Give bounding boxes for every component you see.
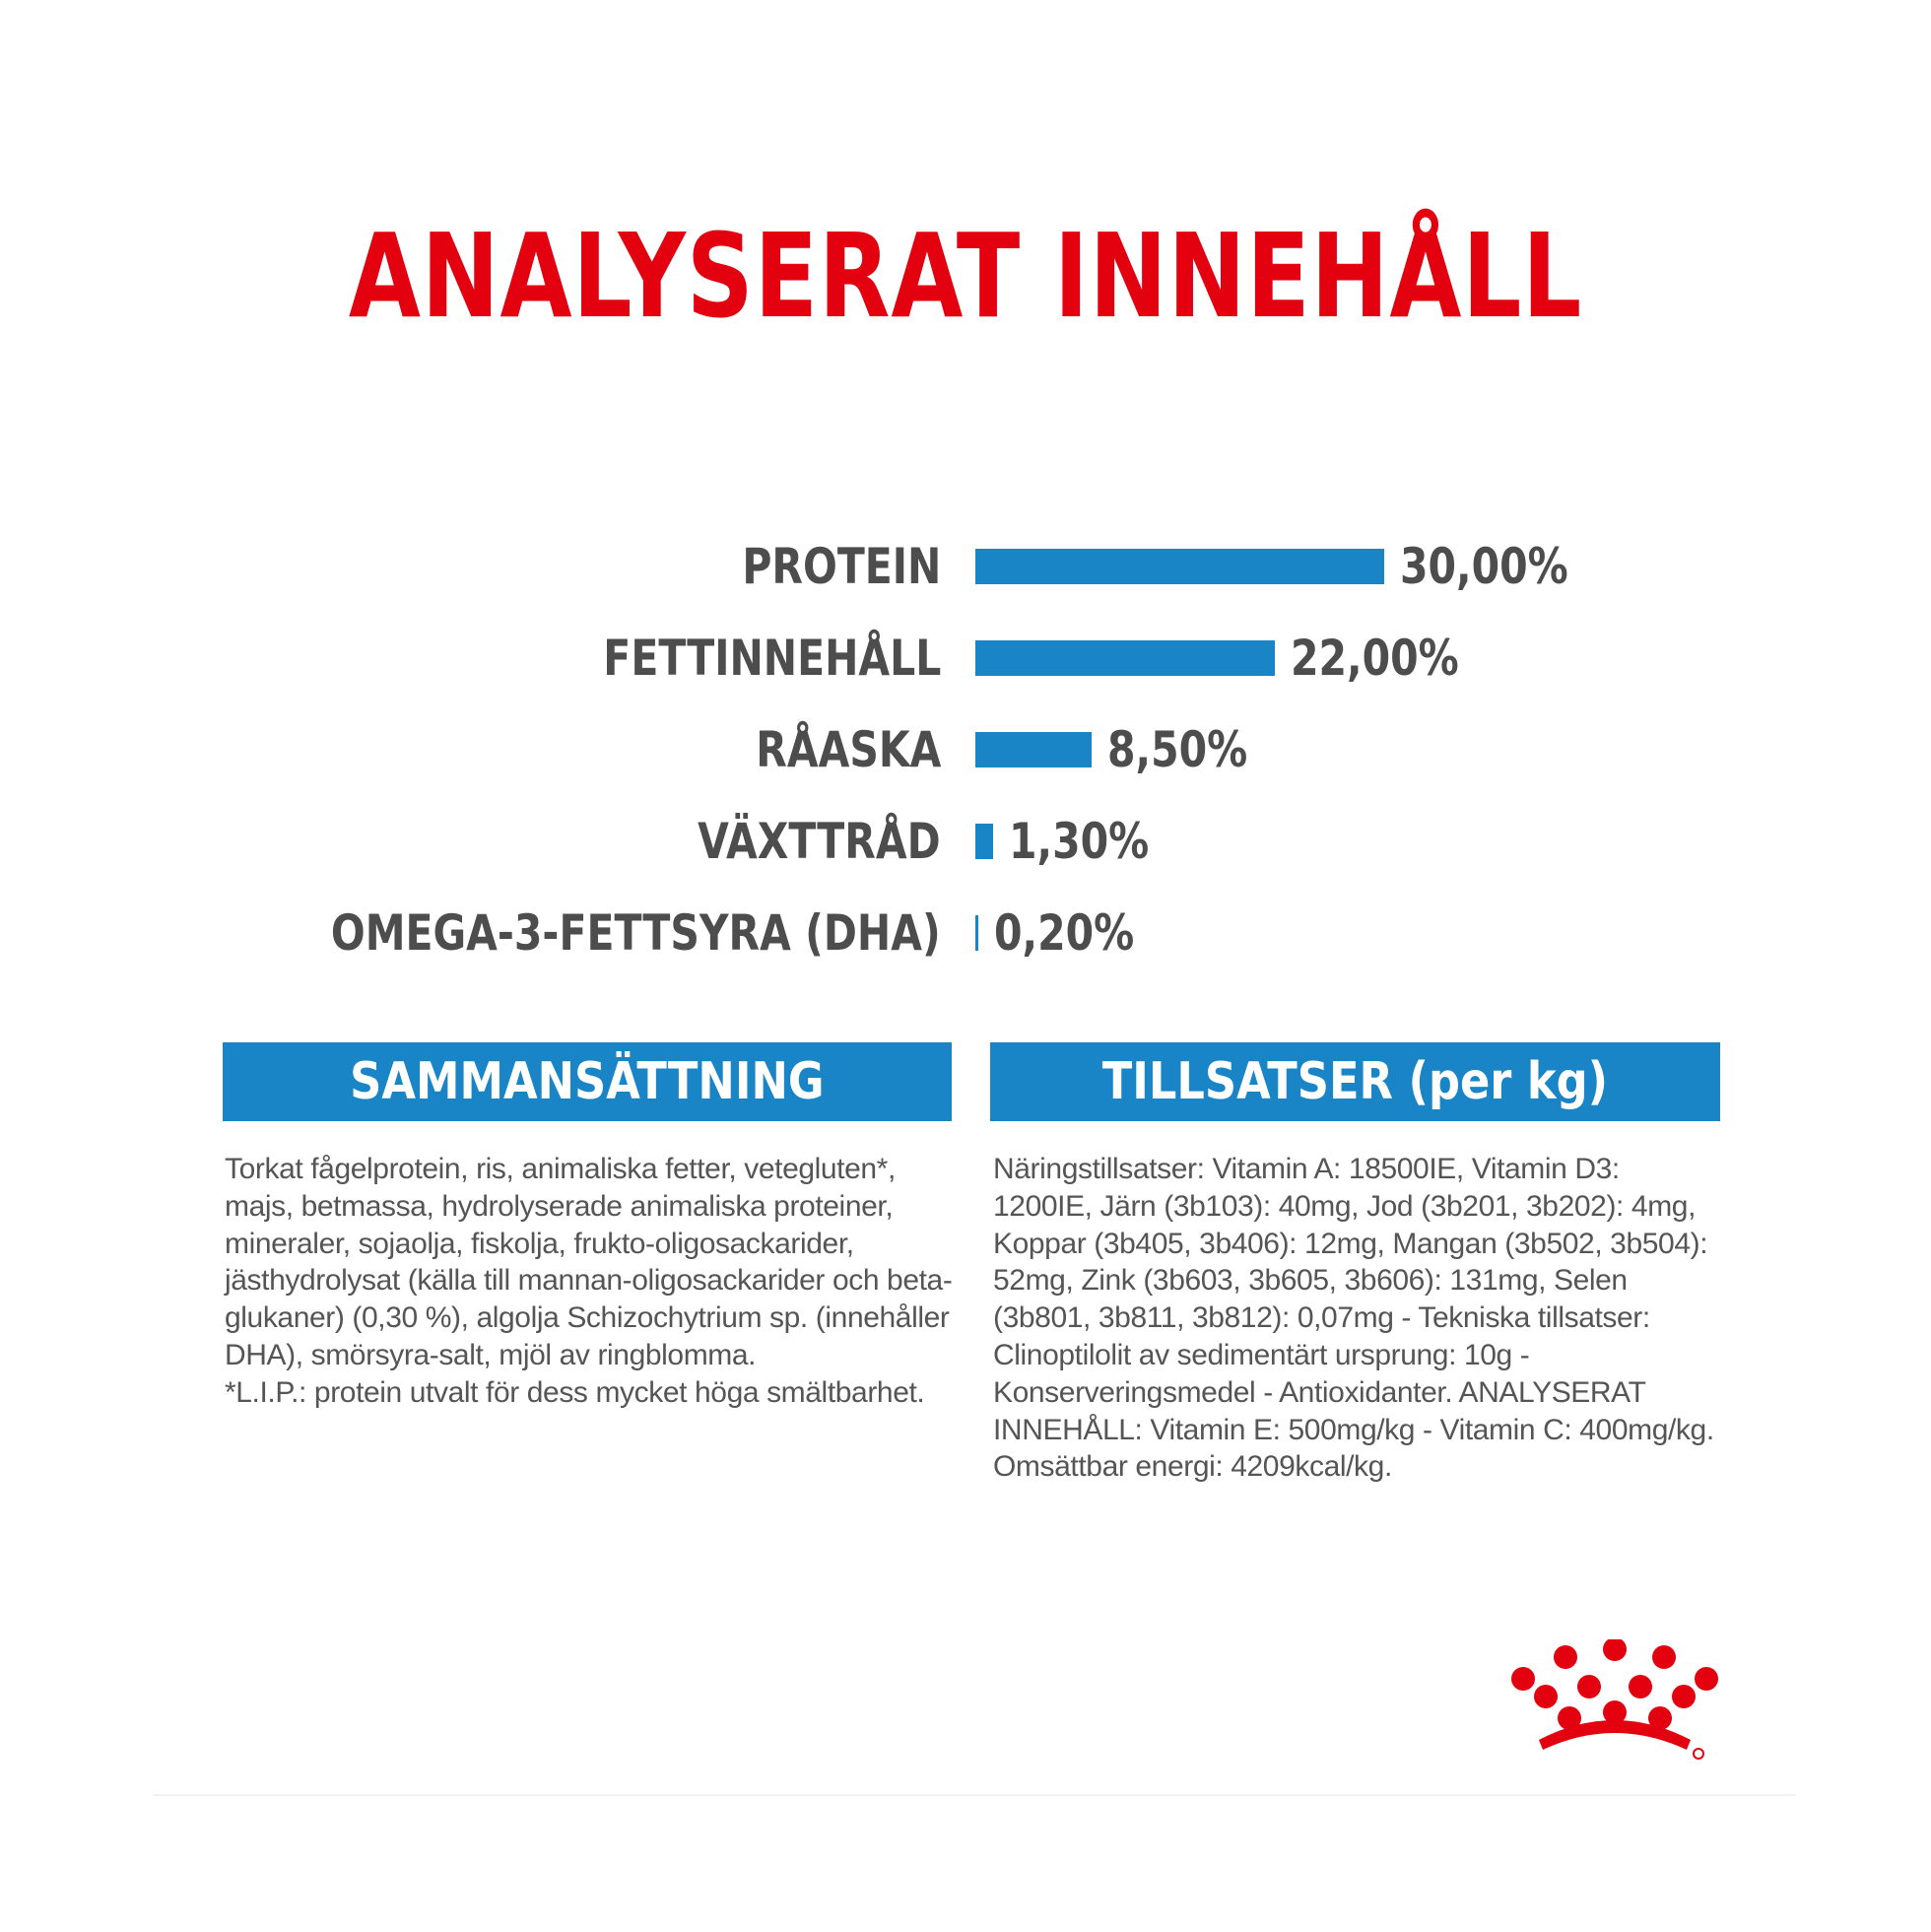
analysis-value: 30,00% — [1400, 538, 1568, 595]
analysis-bar — [975, 549, 1384, 584]
logo-dot — [1672, 1685, 1696, 1708]
analysis-label: PROTEIN — [741, 538, 941, 595]
analysis-label: RÅASKA — [755, 721, 941, 778]
logo-dot — [1511, 1667, 1535, 1691]
analysis-row — [0, 903, 1931, 963]
logo-dot — [1577, 1675, 1601, 1699]
analysis-bar — [975, 824, 993, 859]
logo-dot — [1603, 1639, 1627, 1661]
royal-canin-crown-logo-icon — [1509, 1639, 1720, 1762]
analysis-value: 1,30% — [1008, 813, 1150, 870]
composition-header — [223, 1042, 952, 1121]
analysis-bar — [975, 915, 978, 951]
analysis-value: 8,50% — [1106, 721, 1247, 778]
analysis-label: OMEGA-3-FETTSYRA (DHA) — [331, 904, 941, 962]
additives-header — [990, 1042, 1720, 1121]
logo-dot — [1534, 1685, 1558, 1708]
analysis-row — [0, 720, 1931, 779]
logo-dot — [1695, 1667, 1718, 1691]
page-title: ANALYSERAT INNEHÅLL — [348, 208, 1583, 344]
analysis-row — [0, 629, 1931, 688]
analysis-value: 22,00% — [1291, 630, 1460, 687]
additives-text: Näringstillsatser: Vitamin A: 18500IE, Vitamin D3: 1200IE, Järn (3b103): 40mg, Jod (3b201, 3b202): 4mg, Koppar (3b405, 3b406): 12mg, Mangan (3b502, 3b504): 52mg, Zink (3b603, 3b605, 3b606): 131mg, Selen (3b801, 3b811, 3b812): 0,07mg - Tekniska tillsatser: Clinoptilolit av sedimentärt ursprung: 10g - Konserveringsmedel - Antioxidanter. ANALYSERAT INNEHÅLL: Vitamin E: 500mg/kg - Vitamin C: 400mg/kg. Omsättbar energi: 4209kcal/kg. — [993, 1153, 1714, 1484]
analysis-row — [0, 812, 1931, 871]
analysis-bar — [975, 640, 1275, 676]
logo-registered — [1694, 1749, 1703, 1759]
analysis-label: VÄXTTRÅD — [698, 813, 941, 870]
additives-heading: TILLSATSER (per kg) — [1101, 1052, 1609, 1111]
composition-heading: SAMMANSÄTTNING — [350, 1052, 825, 1111]
footer-divider — [153, 1794, 1796, 1796]
logo-dot — [1554, 1645, 1577, 1669]
logo-dot — [1629, 1675, 1652, 1699]
analysis-row — [0, 537, 1931, 596]
analysis-value: 0,20% — [994, 904, 1135, 962]
analysis-label: FETTINNEHÅLL — [602, 630, 941, 687]
analysis-bar — [975, 732, 1092, 767]
logo-dot — [1652, 1645, 1676, 1669]
composition-text: Torkat fågelprotein, ris, animaliska fetter, vetegluten*, majs, betmassa, hydrolyserade animaliska proteiner, mineraler, sojaolja, fiskolja, frukto-oligosackarider, jästhydrolysat (källa till mannan-oligosackarider och beta-glukaner) (0,30 %), algolja Schizochytrium sp. (innehåller DHA), smörsyra-salt, mjöl av ringblomma. *L.I.P.: protein utvalt för dess mycket höga smältbarhet. — [225, 1153, 953, 1409]
